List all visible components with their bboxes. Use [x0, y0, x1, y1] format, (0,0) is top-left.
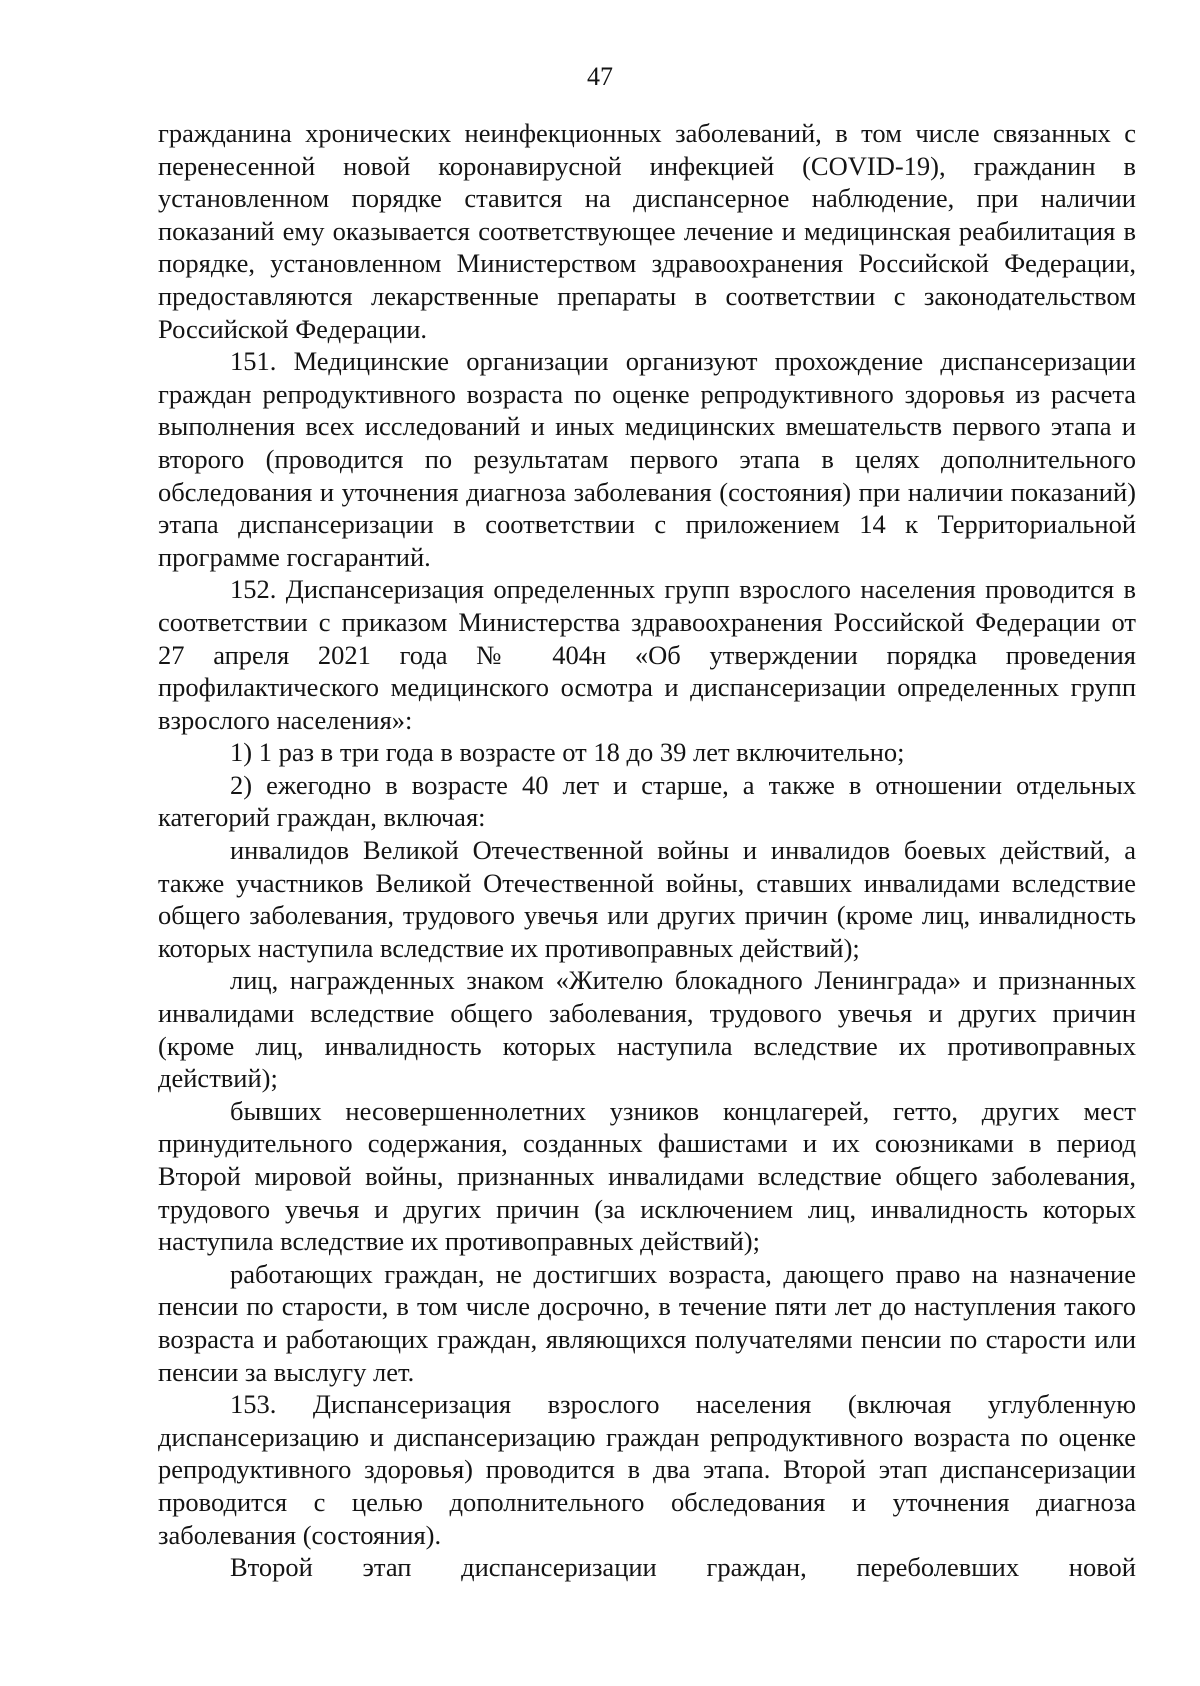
page-number: 47 — [587, 62, 613, 91]
paragraph: гражданина хронических неинфекционных заболеваний, в том числе связанных с перенесенной новой коронавирусной инфекцией (COVID-19), гражданин в установленном порядке ставится на диспансерное наблюдение, при наличии показаний ему оказывается соответствующее лечение и медицинская реабилитация в порядке, установленном Министерством здравоохранения Российской Федерации, предоставляются лекарственные препараты в соответствии с законодательством Российской Федерации. — [158, 118, 1136, 344]
category-item: инвалидов Великой Отечественной войны и инвалидов боевых действий, а также участников Великой Отечественной войны, ставших инвалидами вследствие общего заболевания, трудового увечья или других причин (кроме лиц, инвалидность которых наступила вследствие их противоправных действий); — [158, 835, 1136, 963]
paragraph-152: 152. Диспансеризация определенных групп взрослого населения проводится в соответствии с приказом Министерства здравоохранения Российской Федерации от 27 апреля 2021 года № 404н «Об утверждении порядка проведения профилактического медицинского осмотра и диспансеризации определенных групп взрослого населения»: — [158, 574, 1136, 735]
paragraph-151: 151. Медицинские организации организуют прохождение диспансеризации граждан репродуктивного возраста по оценке репродуктивного здоровья из расчета выполнения всех исследований и иных медицинских вмешательств первого этапа и второго (проводится по результатам первого этапа в целях дополнительного обследования и уточнения диагноза заболевания (состояния) при наличии показаний) этапа диспансеризации в соответствии с приложением 14 к Территориальной программе госгарантий. — [158, 346, 1136, 572]
category-item: лиц, награжденных знаком «Жителю блокадного Ленинграда» и признанных инвалидами вследствие общего заболевания, трудового увечья и других причин (кроме лиц, инвалидность которых наступила вследствие их противоправных действий); — [158, 965, 1136, 1094]
list-item-2: 2) ежегодно в возрасте 40 лет и старше, а также в отношении отдельных категорий граждан, включая: — [158, 769, 1136, 833]
paragraph-continued: Второй этап диспансеризации граждан, переболевших новой — [230, 1552, 1136, 1583]
list-item-1: 1) 1 раз в три года в возрасте от 18 до 39 лет включительно; — [230, 737, 905, 768]
document-body — [158, 117, 1136, 1584]
paragraph-153: 153. Диспансеризация взрослого населения (включая углубленную диспансеризацию и диспансеризацию граждан репродуктивного возраста по оценке репродуктивного здоровья) проводится в два этапа. Второй этап диспансеризации проводится с целью дополнительного обследования и уточнения диагноза заболевания (состояния). — [158, 1389, 1136, 1550]
category-item: бывших несовершеннолетних узников концлагерей, гетто, других мест принудительного содержания, созданных фашистами и их союзниками в период Второй мировой войны, признанных инвалидами вследствие общего заболевания, трудового увечья и других причин (за исключением лиц, инвалидность которых наступила вследствие их противоправных действий); — [158, 1095, 1136, 1257]
category-item: работающих граждан, не достигших возраста, дающего право на назначение пенсии по старости, в том числе досрочно, в течение пяти лет до наступления такого возраста и работающих граждан, являющихся получателями пенсии по старости или пенсии за выслугу лет. — [158, 1258, 1136, 1387]
